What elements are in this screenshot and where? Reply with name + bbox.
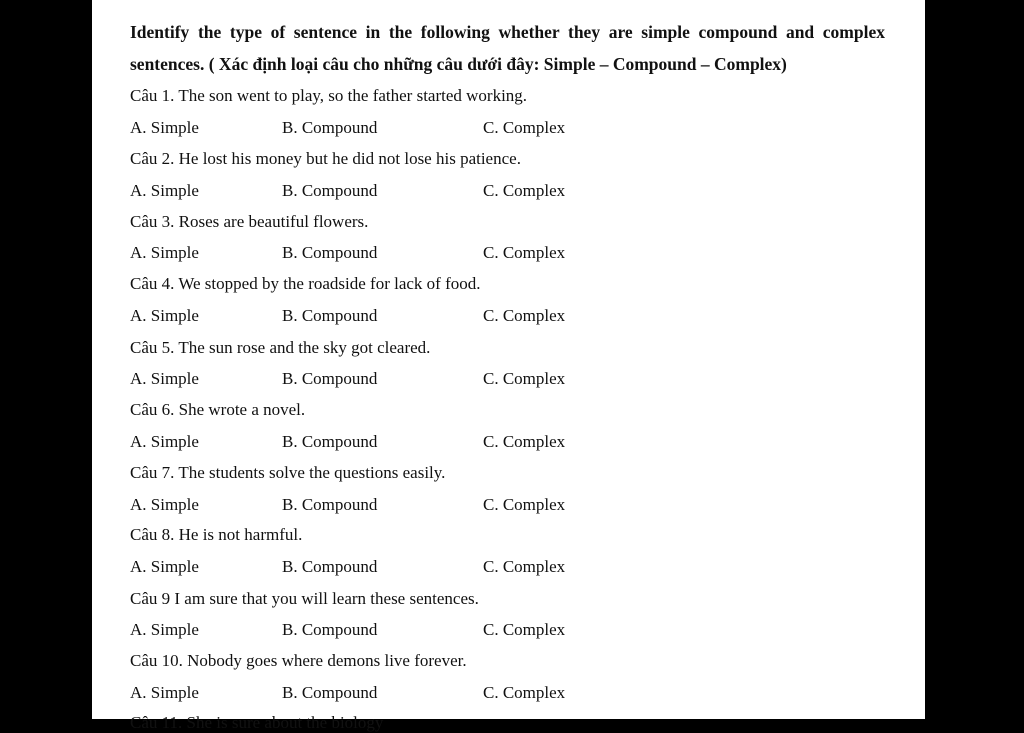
question-2-option-c: C. Complex xyxy=(483,181,566,200)
question-5-option-b: B. Compound xyxy=(282,369,378,388)
question-4-option-b: B. Compound xyxy=(282,306,378,325)
question-8: Câu 8. He is not harmful. xyxy=(130,525,303,544)
question-9: Câu 9 I am sure that you will learn these sentences. xyxy=(130,589,479,608)
question-4-option-c: C. Complex xyxy=(483,306,566,325)
question-3-option-c: C. Complex xyxy=(483,243,566,262)
question-1: Câu 1. The son went to play, so the father started working. xyxy=(130,86,528,105)
question-6-option-a: A. Simple xyxy=(130,432,199,451)
question-2: Câu 2. He lost his money but he did not lose his patience. xyxy=(130,149,521,168)
question-7-option-a: A. Simple xyxy=(130,495,199,514)
question-7-option-c: C. Complex xyxy=(483,495,566,514)
question-11-cutoff xyxy=(130,711,430,732)
question-8-option-a: A. Simple xyxy=(130,557,199,576)
question-9-option-c: C. Complex xyxy=(483,620,566,639)
question-1-option-a: A. Simple xyxy=(130,118,199,137)
question-3-option-b: B. Compound xyxy=(282,243,378,262)
document-page xyxy=(92,0,925,732)
question-3: Câu 3. Roses are beautiful flowers. xyxy=(130,212,369,231)
question-4: Câu 4. We stopped by the roadside for lack of food. xyxy=(130,274,481,293)
question-2-option-a: A. Simple xyxy=(130,181,199,200)
question-9-option-a: A. Simple xyxy=(130,620,199,639)
question-10-option-b: B. Compound xyxy=(282,683,378,702)
question-5-option-c: C. Complex xyxy=(483,369,566,388)
question-2-option-b: B. Compound xyxy=(282,181,378,200)
question-10: Câu 10. Nobody goes where demons live forever. xyxy=(130,651,467,670)
question-5: Câu 5. The sun rose and the sky got cleared. xyxy=(130,338,431,357)
question-6-option-b: B. Compound xyxy=(282,432,378,451)
question-7: Câu 7. The students solve the questions easily. xyxy=(130,463,446,482)
question-6: Câu 6. She wrote a novel. xyxy=(130,400,306,419)
question-6-option-c: C. Complex xyxy=(483,432,566,451)
question-8-option-b: B. Compound xyxy=(282,557,378,576)
question-4-option-a: A. Simple xyxy=(130,306,199,325)
question-1-option-b: B. Compound xyxy=(282,118,378,137)
question-7-option-b: B. Compound xyxy=(282,495,378,514)
question-1-option-c: C. Complex xyxy=(483,118,566,137)
question-9-option-b: B. Compound xyxy=(282,620,378,639)
question-8-option-c: C. Complex xyxy=(483,557,566,576)
question-10-option-c: C. Complex xyxy=(483,683,566,702)
question-10-option-a: A. Simple xyxy=(130,683,199,702)
instructions-line-2: sentences. ( Xác định loại câu cho những câu dưới đây: Simple – Compound – Complex) xyxy=(130,54,787,74)
question-5-option-a: A. Simple xyxy=(130,369,199,388)
question-11-partial-text: Câu 11. She is sure about the biology xyxy=(130,713,384,732)
instructions-line-1: Identify the type of sentence in the following whether they are simple compound and complex xyxy=(130,22,885,42)
question-3-option-a: A. Simple xyxy=(130,243,199,262)
